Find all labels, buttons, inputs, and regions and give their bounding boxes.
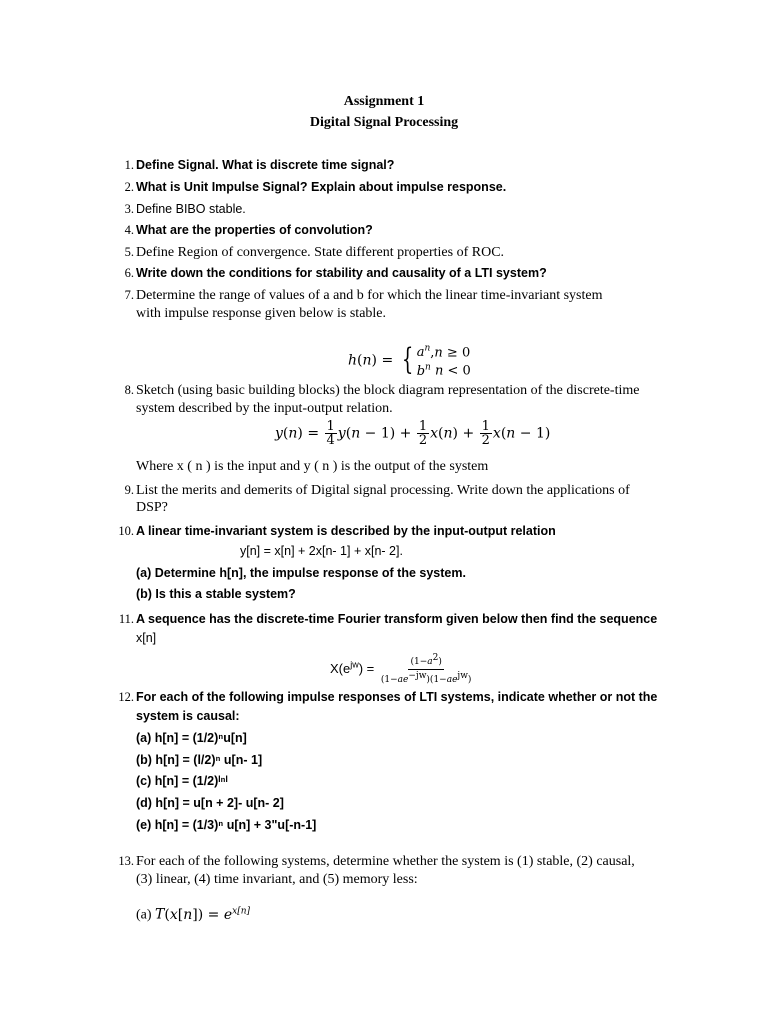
question-text: What is Unit Impulse Signal? Explain about impulse response. <box>136 180 507 194</box>
question-number: 10. <box>118 524 134 538</box>
question-13-line-2: (3) linear, (4) time invariant, and (5) memory less: <box>136 872 418 887</box>
question-11-line-2: x[n] <box>136 631 157 645</box>
question-13-part-a: (a) $T(x[n]) = e^{x[n]}$ <box>136 906 251 923</box>
question-text: Define Signal. What is discrete time signal? <box>136 158 395 172</box>
question-number: 4. <box>124 223 134 237</box>
impulse-response-equation: h(n) = { $a^n,n \ge 0$ $b^n$ n < 0 <box>348 342 471 379</box>
page-title: Assignment 1 <box>343 94 425 109</box>
question-number: 13. <box>118 854 134 868</box>
question-number: 9. <box>124 483 134 497</box>
question-number: 1. <box>124 158 134 172</box>
question-number: 7. <box>124 288 134 302</box>
question-number: 5. <box>124 245 134 259</box>
question-8-where: Where x ( n ) is the input and y ( n ) is the output of the system <box>136 459 489 474</box>
question-12-item: (e) h[n] = (1/3)ⁿ u[n] + 3"u[-n-1] <box>136 818 317 832</box>
question-12-item: (b) h[n] = (l/2)ⁿ u[n- 1] <box>136 753 263 767</box>
question-text: For each of the following impulse responses of LTI systems, indicate whether or not the <box>136 690 658 704</box>
difference-equation: y(n) = $\frac{1}{4}$ y(n − 1) + $\frac{1}{2}$ x(n) + $\frac{1}{2}$ x(n − 1) <box>275 419 551 448</box>
question-text: List the merits and demerits of Digital signal processing. Write down the applications of <box>136 483 630 498</box>
question-12-item: (d) h[n] = u[n + 2]- u[n- 2] <box>136 796 284 810</box>
question-number: 2. <box>124 180 134 194</box>
question-number: 11. <box>118 612 134 626</box>
question-text: A linear time-invariant system is described by the input-output relation <box>136 524 556 538</box>
question-text: What are the properties of convolution? <box>136 223 373 237</box>
question-7-line-2: with impulse response given below is stable. <box>136 306 387 321</box>
question-number: 12. <box>118 690 134 704</box>
dtft-equation: $X(e^{jw})$ = $\frac{(1-a^2)}{(1-ae^{-jw})(1-ae^{jw})}$ <box>330 653 472 685</box>
question-text: Determine the range of values of a and b for which the linear time-invariant system <box>136 288 603 303</box>
question-number: 6. <box>124 266 134 280</box>
question-text: Define BIBO stable. <box>136 202 246 216</box>
question-12-line-2: system is causal: <box>136 709 240 723</box>
question-12-item: (c) h[n] = (1/2)ᴵⁿᴵ <box>136 774 228 788</box>
question-number: 3. <box>124 202 134 216</box>
question-10-equation: y[n] = x[n] + 2x[n- 1] + x[n- 2]. <box>240 544 403 558</box>
question-12-item: (a) h[n] = (1/2)ⁿu[n] <box>136 731 247 745</box>
question-text: A sequence has the discrete-time Fourier transform given below then find the sequence <box>136 612 658 626</box>
question-text: For each of the following systems, determine whether the system is (1) stable, (2) causal, <box>136 854 635 869</box>
question-8-line-2: system described by the input-output relation. <box>136 401 393 416</box>
question-text: Write down the conditions for stability and causality of a LTI system? <box>136 266 547 280</box>
part-label: (a) <box>136 907 156 923</box>
question-10-part-a: (a) Determine h[n], the impulse response of the system. <box>136 566 466 580</box>
question-number: 8. <box>124 383 134 397</box>
page-subtitle: Digital Signal Processing <box>309 115 459 130</box>
question-text: Sketch (using basic building blocks) the block diagram representation of the discrete-time <box>136 383 640 398</box>
question-9-line-2: DSP? <box>136 500 168 515</box>
question-10-part-b: (b) Is this a stable system? <box>136 587 296 601</box>
question-text: Define Region of convergence. State different properties of ROC. <box>136 245 505 260</box>
